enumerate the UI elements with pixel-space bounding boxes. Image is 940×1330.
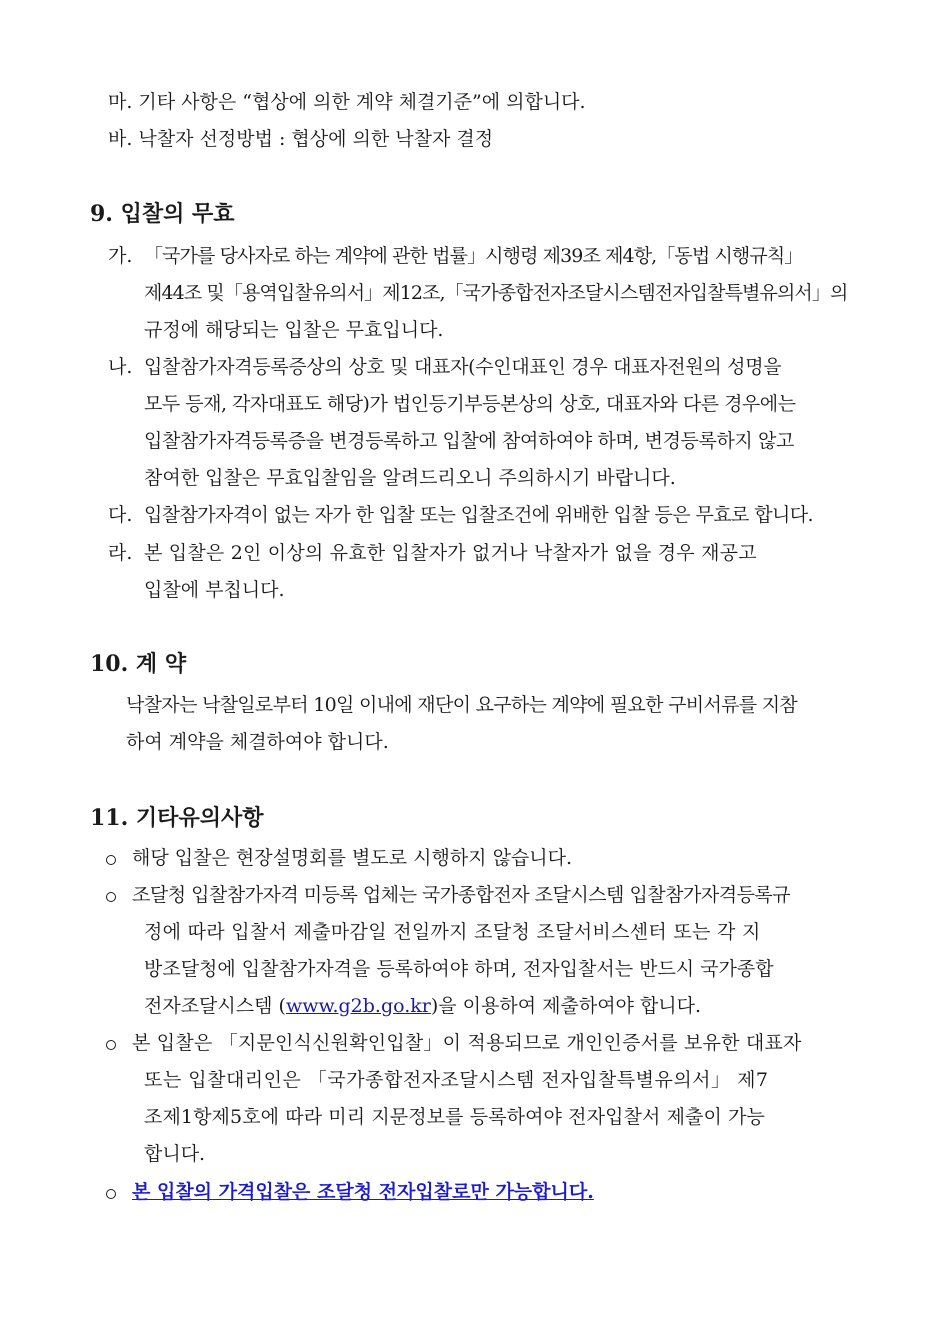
section9-title: 9. 입찰의 무효: [90, 201, 235, 227]
section11-item1: 해당 입찰은 현장설명회를 별도로 시행하지 않습니다.: [132, 847, 573, 869]
item-na-line1: 입찰참가자격등록증상의 상호 및 대표자(수인대표인 경우 대표자전원의 성명을: [144, 356, 782, 378]
item-na-line3: 입찰참가자격등록증을 변경등록하고 입찰에 참여하여야 하며, 변경등록하지 않고: [144, 430, 794, 452]
section11-item2-line4: [144, 994, 701, 1018]
section10-line1: 낙찰자는 낙찰일로부터 10일 이내에 재단이 요구하는 계약에 필요한 구비서류를 지참: [126, 694, 798, 716]
section11-item3-line2: 또는 입찰대리인은 「국가종합전자조달시스템 전자입찰특별유의서」 제7: [144, 1069, 769, 1091]
item-ga-marker: 가.: [108, 245, 133, 267]
item-ba: 바. 낙찰자 선정방법 : 협상에 의한 낙찰자 결정: [108, 128, 494, 150]
item-na-line4: 참여한 입찰은 무효입찰임을 알려드리오니 주의하시기 바랍니다.: [144, 467, 676, 489]
section11-item3-line3: 조제1항제5호에 따라 미리 지문정보를 등록하여야 전자입찰서 제출이 가능: [144, 1106, 765, 1128]
section10-line2: 하여 계약을 체결하여야 합니다.: [126, 731, 389, 753]
section11-item2-line1: 조달청 입찰참가자격 미등록 업체는 국가종합전자 조달시스템 입찰참가자격등록규: [132, 884, 791, 906]
item-ga-line2: 제44조 및「용역입찰유의서」제12조,「국가종합전자조달시스템전자입찰특별유의서」의: [144, 282, 848, 304]
section10-title: 10. 계 약: [90, 651, 187, 677]
section11-item3-line4: 합니다.: [144, 1143, 206, 1165]
item-da-line1: 입찰참가자격이 없는 자가 한 입찰 또는 입찰조건에 위배한 입찰 등은 무효로 합니다.: [144, 504, 813, 526]
item-ga-line3: 규정에 해당되는 입찰은 무효입니다.: [144, 319, 444, 341]
item2-last-suffix: )을 이용하여 제출하여야 합니다.: [430, 995, 702, 1017]
g2b-link[interactable]: www.g2b.go.kr: [285, 995, 431, 1017]
item-na-marker: 나.: [108, 356, 133, 378]
bullet-circle-icon: [106, 1189, 116, 1199]
bullet-circle-icon: [106, 892, 116, 902]
section11-item2-line2: 정에 따라 입찰서 제출마감일 전일까지 조달청 조달서비스센터 또는 각 지: [144, 921, 761, 943]
section11-item2-line3: 방조달청에 입찰참가자격을 등록하여야 하며, 전자입찰서는 반드시 국가종합: [144, 958, 774, 980]
bullet-circle-icon: [106, 855, 116, 865]
item2-last-prefix: 전자조달시스템 (: [144, 995, 286, 1017]
item-ga-line1: 「국가를 당사자로 하는 계약에 관한 법률」시행령 제39조 제4항,「동법 시행규칙」: [144, 245, 803, 267]
section11-title: 11. 기타유의사항: [90, 805, 264, 831]
bullet-circle-icon: [106, 1040, 116, 1050]
item-na-line2: 모두 등재, 각자대표도 해당)가 법인등기부등본상의 상호, 대표자와 다른 경우에는: [144, 393, 796, 415]
section11-item3-line1: 본 입찰은 「지문인식신원확인입찰」이 적용되므로 개인인증서를 보유한 대표자: [132, 1032, 802, 1054]
item-ra-marker: 라.: [108, 542, 133, 564]
item-ra-line2: 입찰에 부칩니다.: [144, 579, 285, 601]
item-ma: 마. 기타 사항은 “협상에 의한 계약 체결기준”에 의합니다.: [108, 91, 586, 113]
item-da-marker: 다.: [108, 504, 133, 526]
item-ra-line1: 본 입찰은 2인 이상의 유효한 입찰자가 없거나 낙찰자가 없을 경우 재공고: [144, 542, 757, 564]
section11-item4-emphasis: 본 입찰의 가격입찰은 조달청 전자입찰로만 가능합니다.: [132, 1181, 594, 1203]
